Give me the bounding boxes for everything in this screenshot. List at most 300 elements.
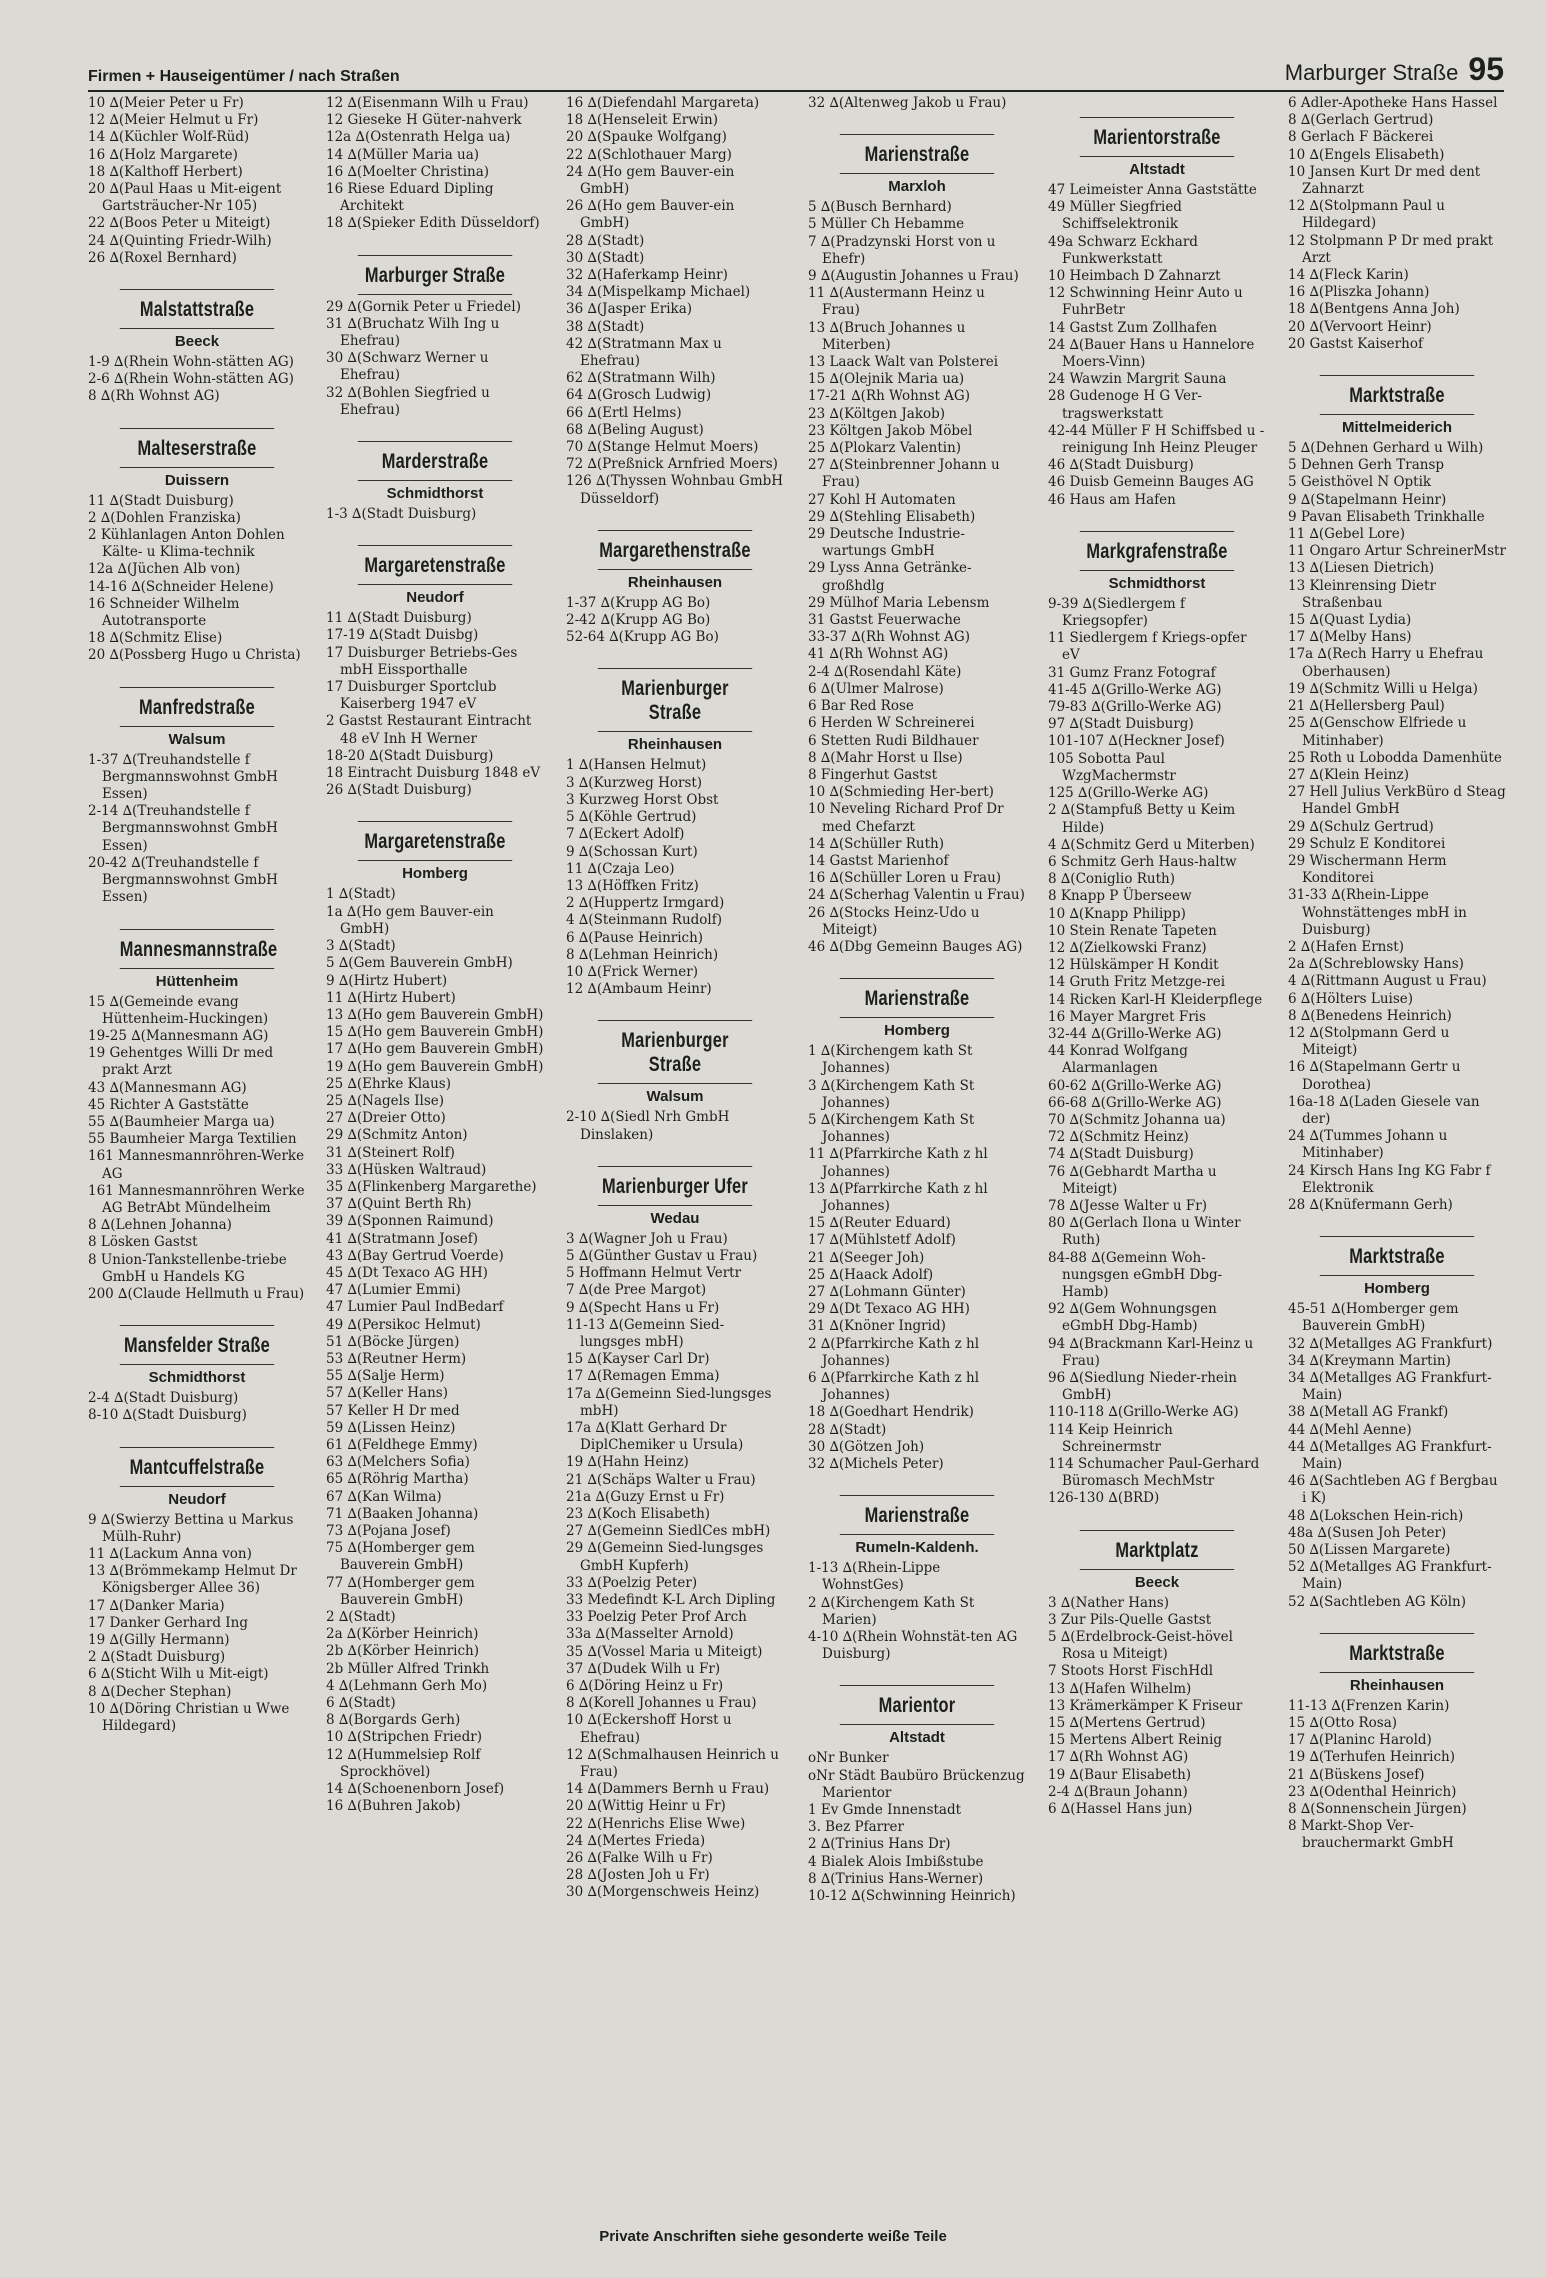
address-entry: 12a ∆(Jüchen Alb von) xyxy=(88,561,241,578)
running-head-street: Marburger Straße xyxy=(1284,60,1459,85)
address-entry: 76 ∆(Gebhardt Martha u Miteigt) xyxy=(1048,1163,1217,1197)
address-entry: 32 ∆(Altenweg Jakob u Frau) xyxy=(808,95,1007,111)
address-entry: 11 ∆(Pfarrkirche Kath z hl Johannes) xyxy=(808,1146,988,1180)
street-heading: Marientor xyxy=(840,1685,994,1725)
district-heading: Walsum xyxy=(168,730,226,748)
district-heading: Altstadt xyxy=(889,1729,945,1747)
district-heading: Schmidthorst xyxy=(1108,574,1206,592)
address-entry: 52-64 ∆(Krupp AG Bo) xyxy=(566,629,719,646)
address-entry: 66 ∆(Ertl Helms) xyxy=(566,404,682,421)
address-entry: 19 ∆(Terhufen Heinrich) xyxy=(1288,1749,1455,1766)
street-heading: Marktstraße xyxy=(1320,1633,1474,1673)
address-entry: 34 ∆(Mispelkamp Michael) xyxy=(566,284,751,301)
address-entry: 18 ∆(Goedhart Hendrik) xyxy=(808,1404,974,1421)
address-entry: 12 ∆(Stolpmann Gerd u Miteigt) xyxy=(1288,1024,1450,1059)
street-heading: Malteserstraße xyxy=(120,428,274,468)
address-entry: 1a ∆(Ho gem Bauver-ein GmbH) xyxy=(326,903,494,937)
address-entry: 126-130 ∆(BRD) xyxy=(1048,1490,1160,1507)
address-entry: 9 ∆(Schossan Kurt) xyxy=(566,843,698,860)
address-entry: 17-21 ∆(Rh Wohnst AG) xyxy=(808,388,970,405)
street-heading: Marienburger Straße xyxy=(598,668,752,732)
running-head xyxy=(1285,51,1504,88)
address-entry: 46 ∆(Sachtleben AG f Bergbau i K) xyxy=(1288,1473,1498,1507)
address-entry: 11 ∆(Hirtz Hubert) xyxy=(326,989,456,1006)
address-entry: 60-62 ∆(Grillo-Werke AG) xyxy=(1048,1077,1222,1094)
address-entry: 20 ∆(Possberg Hugo u Christa) xyxy=(88,647,301,664)
address-entry: 25 ∆(Ehrke Klaus) xyxy=(326,1075,451,1092)
street-heading: Marientorstraße xyxy=(1080,117,1234,157)
address-entry: 42 ∆(Stratmann Max u Ehefrau) xyxy=(566,335,722,370)
address-entry: 57 Keller H Dr med xyxy=(326,1402,460,1419)
address-entry: 47 Lumier Paul IndBedarf xyxy=(326,1299,504,1316)
address-entry: 46 ∆(Stadt Duisburg) xyxy=(1048,457,1194,474)
address-entry: 55 ∆(Baumheier Marga ua) xyxy=(88,1113,275,1130)
address-entry: 1 Ev Gmde Innenstadt xyxy=(808,1802,962,1819)
address-entry: 38 ∆(Metall AG Frankf) xyxy=(1288,1404,1449,1421)
address-entry: oNr Städt Baubüro Brückenzug Marientor xyxy=(808,1767,1025,1801)
address-entry: 41 ∆(Stratmann Josef) xyxy=(326,1230,479,1247)
address-entry: 29 ∆(Stehling Elisabeth) xyxy=(808,508,976,525)
street-heading: Marienstraße xyxy=(840,1495,994,1535)
address-entry: 11 ∆(Austermann Heinz u Frau) xyxy=(808,285,985,319)
district-heading: Marxloh xyxy=(888,178,946,196)
address-entry: 55 ∆(Salje Herm) xyxy=(326,1368,445,1385)
address-entry: 46 Duisb Gemeinn Bauges AG xyxy=(1048,474,1254,491)
address-entry: 68 ∆(Beling August) xyxy=(566,421,704,438)
address-entry: 55 Baumheier Marga Textilien xyxy=(88,1131,297,1148)
district-heading: Beeck xyxy=(1134,1573,1180,1591)
address-entry: 1-37 ∆(Treuhandstelle f Bergmannswohnst GmbH Essen) xyxy=(88,751,278,803)
address-entry: 19 ∆(Gilly Hermann) xyxy=(88,1631,230,1648)
address-entry: 52 ∆(Sachtleben AG Köln) xyxy=(1288,1593,1467,1610)
address-entry: 13 Laack Walt van Polsterei xyxy=(808,354,999,371)
address-entry: 24 ∆(Tummes Johann u Mitinhaber) xyxy=(1288,1128,1448,1162)
district-heading: Beeck xyxy=(174,333,220,351)
address-entry: 84-88 ∆(Gemeinn Woh-nungsgen eGmbH Dbg-Hamb) xyxy=(1048,1249,1223,1300)
address-entry: 20 ∆(Spauke Wolfgang) xyxy=(566,129,727,146)
address-entry: 11 ∆(Stadt Duisburg) xyxy=(88,492,234,509)
address-entry: 11-13 ∆(Frenzen Karin) xyxy=(1288,1697,1450,1714)
address-entry: 20 ∆(Vervoort Heinr) xyxy=(1288,318,1432,335)
address-entry: 1 ∆(Hansen Helmut) xyxy=(566,757,707,774)
address-entry: 70 ∆(Stange Helmut Moers) xyxy=(566,439,759,456)
address-entry: 29 ∆(Schulz Gertrud) xyxy=(1288,818,1434,835)
address-entry: 66-68 ∆(Grillo-Werke AG) xyxy=(1048,1094,1222,1111)
address-entry: 3 ∆(Wagner Joh u Frau) xyxy=(566,1230,728,1247)
address-entry: 11 ∆(Czaja Leo) xyxy=(566,860,675,877)
address-entry: 46 ∆(Dbg Gemeinn Bauges AG) xyxy=(808,938,1023,955)
address-entry: 2-42 ∆(Krupp AG Bo) xyxy=(566,612,711,629)
address-entry: 80 ∆(Gerlach Ilona u Winter Ruth) xyxy=(1048,1215,1241,1249)
address-entry: 15 ∆(Reuter Eduard) xyxy=(808,1215,951,1232)
address-entry: 31-33 ∆(Rhein-Lippe Wohnstättenges mbH in Duisburg) xyxy=(1288,887,1467,938)
address-entry: 27 ∆(Gemeinn SiedlCes mbH) xyxy=(566,1523,771,1540)
address-entry: 30 ∆(Götzen Joh) xyxy=(808,1438,925,1455)
district-heading: Schmidthorst xyxy=(148,1369,246,1387)
address-entry: 6 ∆(Pfarrkirche Kath z hl Johannes) xyxy=(808,1370,980,1404)
page-header xyxy=(88,50,1504,92)
address-entry: 23 Költgen Jakob Möbel xyxy=(808,422,973,439)
address-entry: 10 ∆(Stripchen Friedr) xyxy=(326,1729,482,1746)
address-entry: 29 Wischermann Herm Konditorei xyxy=(1288,852,1447,887)
directory-column-4 xyxy=(808,95,1026,1905)
address-entry: 27 Hell Julius VerkBüro d Steag Handel GmbH xyxy=(1288,784,1506,818)
address-entry: 24 ∆(Bauer Hans u Hannelore Moers-Vinn) xyxy=(1048,336,1255,371)
address-entry: 6 Bar Red Rose xyxy=(808,698,914,715)
address-entry: 24 Kirsch Hans Ing KG Fabr f Elektronik xyxy=(1288,1162,1491,1196)
address-entry: 35 ∆(Vossel Maria u Miteigt) xyxy=(566,1643,763,1660)
address-entry: 21 ∆(Schäps Walter u Frau) xyxy=(566,1471,756,1488)
address-entry: 17 ∆(Mühlstetf Adolf) xyxy=(808,1232,956,1249)
street-heading: Margaretenstraße xyxy=(358,545,512,585)
address-entry: 1-13 ∆(Rhein-Lippe WohnstGes) xyxy=(808,1560,941,1594)
address-entry: 28 ∆(Knüfermann Gerh) xyxy=(1288,1196,1453,1213)
address-entry: 18 ∆(Henseleit Erwin) xyxy=(566,112,719,129)
address-entry: 9 ∆(Hirtz Hubert) xyxy=(326,972,448,989)
address-entry: 30 ∆(Schwarz Werner u Ehefrau) xyxy=(326,350,489,384)
address-entry: 13 ∆(Bruch Johannes u Miterben) xyxy=(808,319,966,353)
address-entry: 8 ∆(Gerlach Gertrud) xyxy=(1288,112,1434,129)
address-entry: 31 Gastst Feuerwache xyxy=(808,612,961,629)
address-entry: 49a Schwarz Eckhard Funkwerkstatt xyxy=(1048,233,1198,267)
address-entry: 12 ∆(Schmalhausen Heinrich u Frau) xyxy=(566,1746,779,1781)
address-entry: 44 Konrad Wolfgang Alarmanlagen xyxy=(1048,1043,1188,1077)
address-entry: 8 ∆(Sonnenschein Jürgen) xyxy=(1288,1801,1467,1818)
address-entry: 10-12 ∆(Schwinning Heinrich) xyxy=(808,1888,1016,1905)
street-heading: Manfredstraße xyxy=(120,687,274,727)
address-entry: 45 Richter A Gaststätte xyxy=(88,1096,249,1113)
address-entry: oNr Bunker xyxy=(808,1750,889,1767)
address-entry: 30 ∆(Stadt) xyxy=(566,249,645,266)
address-entry: 11 Siedlergem f Kriegs-opfer eV xyxy=(1048,630,1247,664)
address-entry: 101-107 ∆(Heckner Josef) xyxy=(1048,733,1225,750)
street-heading: Marktplatz xyxy=(1080,1530,1234,1570)
address-entry: 73 ∆(Pojana Josef) xyxy=(326,1523,451,1539)
address-entry: 11 Ongaro Artur SchreinerMstr xyxy=(1288,543,1506,560)
address-entry: 25 ∆(Haack Adolf) xyxy=(808,1266,934,1283)
address-entry: 46 Haus am Hafen xyxy=(1048,491,1176,508)
address-entry: 17a ∆(Gemeinn Sied-lungsges mbH) xyxy=(566,1385,772,1419)
address-entry: 1 ∆(Stadt) xyxy=(326,886,396,903)
address-entry: 110-118 ∆(Grillo-Werke AG) xyxy=(1048,1404,1239,1421)
address-entry: 52 ∆(Metallges AG Frankfurt-Main) xyxy=(1288,1559,1492,1593)
address-entry: 11-13 ∆(Gemeinn Sied-lungsges mbH) xyxy=(566,1316,725,1350)
address-entry: 7 Stoots Horst FischHdl xyxy=(1048,1663,1214,1680)
address-entry: 8 ∆(Rh Wohnst AG) xyxy=(88,388,220,405)
address-entry: 7 ∆(Pradzynski Horst von u Ehefr) xyxy=(808,233,996,267)
address-entry: 6 Herden W Schreinerei xyxy=(808,715,975,732)
address-entry: 75 ∆(Homberger gem Bauverein GmbH) xyxy=(326,1540,475,1574)
address-entry: 9-39 ∆(Siedlergem f Kriegsopfer) xyxy=(1048,595,1185,630)
address-entry: 27 ∆(Dreier Otto) xyxy=(326,1110,446,1127)
address-entry: 105 Sobotta Paul WzgMachermstr xyxy=(1048,750,1176,784)
address-entry: 27 ∆(Lohmann Günter) xyxy=(808,1283,966,1300)
street-heading: Margaretenstraße xyxy=(358,821,512,861)
address-entry: 3. Bez Pfarrer xyxy=(808,1819,904,1836)
address-entry: 16 ∆(Holz Margarete) xyxy=(88,146,238,163)
address-entry: 31 ∆(Steinert Rolf) xyxy=(326,1144,455,1161)
address-entry: 5 ∆(Kirchengem Kath St Johannes) xyxy=(808,1111,975,1146)
address-entry: 10 ∆(Döring Christian u Wwe Hildegard) xyxy=(88,1700,290,1734)
section-title: Firmen + Hauseigentümer / nach Straßen xyxy=(88,68,400,85)
address-entry: 8 ∆(Korell Johannes u Frau) xyxy=(566,1695,757,1712)
district-heading: Hüttenheim xyxy=(155,972,239,990)
address-entry: 10 ∆(Engels Elisabeth) xyxy=(1288,146,1445,163)
address-entry: 114 Schumacher Paul-Gerhard Büromasch MechMstr xyxy=(1048,1456,1260,1490)
street-heading: Marienburger Ufer xyxy=(598,1166,752,1206)
address-entry: 27 ∆(Steinbrenner Johann u Frau) xyxy=(808,457,1000,491)
address-entry: 8 Lösken Gastst xyxy=(88,1234,198,1251)
address-entry: 5 ∆(Erdelbrock-Geist-hövel Rosa u Miteigt) xyxy=(1048,1629,1233,1663)
address-entry: 12 Schwinning Heinr Auto u FuhrBetr xyxy=(1048,285,1243,319)
address-entry: 17 Duisburger Sportclub Kaiserberg 1947 eV xyxy=(326,679,497,713)
address-entry: 15 ∆(Ho gem Bauverein GmbH) xyxy=(326,1024,544,1041)
address-entry: 11 ∆(Lackum Anna von) xyxy=(88,1545,252,1562)
address-entry: 1-37 ∆(Krupp AG Bo) xyxy=(566,594,711,611)
address-entry: 21 ∆(Seeger Joh) xyxy=(808,1249,925,1266)
address-entry: 6 ∆(Hassel Hans jun) xyxy=(1048,1801,1193,1818)
address-entry: 114 Keip Heinrich Schreinermstr xyxy=(1048,1421,1173,1455)
address-entry: 22 ∆(Henrichs Elise Wwe) xyxy=(566,1815,746,1832)
district-heading: Duissern xyxy=(164,471,230,489)
address-entry: 13 ∆(Ho gem Bauverein GmbH) xyxy=(326,1006,544,1023)
address-entry: 5 ∆(Köhle Gertrud) xyxy=(566,809,697,826)
address-entry: 200 ∆(Claude Hellmuth u Frau) xyxy=(88,1285,305,1302)
address-entry: 15 ∆(Quast Lydia) xyxy=(1288,612,1412,629)
address-entry: 3 Zur Pils-Quelle Gastst xyxy=(1048,1611,1212,1628)
street-heading: Mansfelder Straße xyxy=(120,1325,274,1365)
address-entry: 2 ∆(Pfarrkirche Kath z hl Johannes) xyxy=(808,1335,980,1369)
address-entry: 11 ∆(Stadt Duisburg) xyxy=(326,610,472,627)
address-entry: 12 Hülskämper H Kondit xyxy=(1048,957,1219,974)
address-entry: 16a-18 ∆(Laden Giesele van der) xyxy=(1288,1093,1480,1127)
address-entry: 2 Gastst Restaurant Eintracht 48 eV Inh H Werner xyxy=(326,713,532,747)
address-entry: 16 ∆(Pliszka Johann) xyxy=(1288,284,1430,301)
address-entry: 51 ∆(Böcke Jürgen) xyxy=(326,1333,460,1350)
address-entry: 18 ∆(Kalthoff Herbert) xyxy=(88,163,243,180)
address-entry: 47 ∆(Lumier Emmi) xyxy=(326,1282,461,1299)
address-entry: 27 ∆(Klein Heinz) xyxy=(1288,766,1410,783)
address-entry: 15 ∆(Mertens Gertrud) xyxy=(1048,1715,1206,1732)
address-entry: 94 ∆(Brackmann Karl-Heinz u Frau) xyxy=(1048,1335,1254,1369)
address-entry: 4 Bialek Alois Imbißstube xyxy=(808,1853,984,1870)
address-entry: 36 ∆(Jasper Erika) xyxy=(566,301,693,318)
address-entry: 6 Stetten Rudi Bildhauer xyxy=(808,732,979,749)
address-entry: 33 Poelzig Peter Prof Arch xyxy=(566,1609,747,1626)
address-entry: 20 ∆(Paul Haas u Mit-eigent Gartsträucher-Nr 105) xyxy=(88,181,282,215)
address-entry: 24 ∆(Quinting Friedr-Wilh) xyxy=(88,232,272,249)
directory-column-6 xyxy=(1288,95,1506,1853)
address-entry: 35 ∆(Flinkenberg Margarethe) xyxy=(326,1178,537,1195)
district-heading: Rheinhausen xyxy=(1349,1676,1445,1694)
address-entry: 29 Mülhof Maria Lebensm xyxy=(808,594,990,611)
address-entry: 13 ∆(Pfarrkirche Kath z hl Johannes) xyxy=(808,1180,988,1214)
address-entry: 6 Adler-Apotheke Hans Hassel xyxy=(1288,95,1498,111)
district-heading: Altstadt xyxy=(1129,161,1185,178)
address-entry: 28 ∆(Josten Joh u Fr) xyxy=(566,1867,710,1884)
address-entry: 29 Deutsche Industrie-wartungs GmbH xyxy=(808,526,965,560)
street-heading: Marburger Straße xyxy=(358,255,512,295)
address-entry: 2 ∆(Hafen Ernst) xyxy=(1288,938,1404,955)
address-entry: 74 ∆(Stadt Duisburg) xyxy=(1048,1146,1194,1163)
street-heading: Marktstraße xyxy=(1320,375,1474,415)
address-entry: 14 ∆(Fleck Karin) xyxy=(1288,267,1409,284)
address-entry: 42-44 Müller F H Schiffsbed u -reinigung Inh Heinz Pleuger xyxy=(1048,422,1265,457)
address-entry: 72 ∆(Schmitz Heinz) xyxy=(1048,1129,1189,1146)
address-entry: 5 Dehnen Gerh Transp xyxy=(1288,457,1445,474)
page-number: 95 xyxy=(1468,51,1504,87)
address-entry: 32 ∆(Haferkamp Heinr) xyxy=(566,267,728,284)
address-entry: 6 ∆(Pause Heinrich) xyxy=(566,929,704,946)
address-entry: 70 ∆(Schmitz Johanna ua) xyxy=(1048,1111,1226,1128)
address-entry: 5 ∆(Busch Bernhard) xyxy=(808,199,952,216)
district-heading: Rumeln-Kaldenh. xyxy=(855,1539,979,1557)
address-entry: 10 ∆(Meier Peter u Fr) xyxy=(88,95,244,111)
address-entry: 17 Duisburger Betriebs-Ges mbH Eissporthalle xyxy=(326,644,518,678)
address-entry: 50 ∆(Lissen Margarete) xyxy=(1288,1542,1451,1559)
address-entry: 7 ∆(de Pree Margot) xyxy=(566,1282,707,1299)
address-entry: 10 ∆(Knapp Philipp) xyxy=(1048,905,1186,922)
address-entry: 14 Gruth Fritz Metzge-rei xyxy=(1048,974,1226,991)
address-entry: 2 ∆(Huppertz Irmgard) xyxy=(566,895,725,912)
address-entry: 32 ∆(Michels Peter) xyxy=(808,1456,944,1473)
address-entry: 37 ∆(Dudek Wilh u Fr) xyxy=(566,1660,721,1677)
address-entry: 31 ∆(Bruchatz Wilh Ing u Ehefrau) xyxy=(326,315,500,350)
address-entry: 20 ∆(Wittig Heinr u Fr) xyxy=(566,1798,726,1815)
address-entry: 12 ∆(Stolpmann Paul u Hildegard) xyxy=(1288,198,1445,232)
district-heading: Rheinhausen xyxy=(627,736,723,754)
street-heading: Marienstraße xyxy=(840,134,994,174)
address-entry: 19 ∆(Baur Elisabeth) xyxy=(1048,1766,1192,1783)
address-entry: 16 ∆(Diefendahl Margareta) xyxy=(566,95,760,111)
address-entry: 4-10 ∆(Rhein Wohnstät-ten AG Duisburg) xyxy=(808,1629,1018,1663)
address-entry: 44 ∆(Metallges AG Frankfurt-Main) xyxy=(1288,1438,1492,1473)
address-entry: 14 ∆(Müller Maria ua) xyxy=(326,146,480,163)
district-heading: Neudorf xyxy=(168,1490,226,1508)
address-entry: 16 ∆(Stapelmann Gertr u Dorothea) xyxy=(1288,1059,1461,1093)
address-entry: 8 ∆(Lehnen Johanna) xyxy=(88,1217,232,1234)
address-entry: 17a ∆(Rech Harry u Ehefrau Oberhausen) xyxy=(1288,646,1484,680)
address-entry: 72 ∆(Preßnick Arnfried Moers) xyxy=(566,456,778,473)
address-entry: 29 ∆(Schmitz Anton) xyxy=(326,1127,468,1144)
address-entry: 1 ∆(Kirchengem kath St Johannes) xyxy=(808,1043,973,1077)
address-entry: 14 ∆(Schüller Ruth) xyxy=(808,835,944,852)
address-entry: 3 ∆(Kurzweg Horst) xyxy=(566,774,703,791)
address-entry: 2-10 ∆(Siedl Nrh GmbH Dinslaken) xyxy=(566,1109,730,1143)
address-entry: 13 ∆(Brömmekamp Helmut Dr Königsberger Allee 36) xyxy=(88,1563,297,1597)
address-entry: 62 ∆(Stratmann Wilh) xyxy=(566,370,716,387)
address-entry: 10 ∆(Frick Werner) xyxy=(566,963,698,980)
address-entry: 8 ∆(Borgards Gerh) xyxy=(326,1712,461,1729)
address-entry: 12 ∆(Hummelsiep Rolf Sprockhövel) xyxy=(326,1746,481,1780)
address-entry: 8 ∆(Lehman Heinrich) xyxy=(566,946,719,963)
address-entry: 53 ∆(Reutner Herm) xyxy=(326,1350,467,1367)
address-entry: 77 ∆(Homberger gem Bauverein GmbH) xyxy=(326,1574,475,1608)
address-entry: 65 ∆(Röhrig Martha) xyxy=(326,1471,469,1488)
address-entry: 14-16 ∆(Schneider Helene) xyxy=(88,578,274,595)
address-entry: 24 Wawzin Margrit Sauna xyxy=(1048,371,1227,388)
address-entry: 30 ∆(Morgenschweis Heinz) xyxy=(566,1884,760,1901)
address-entry: 24 ∆(Ho gem Bauver-ein GmbH) xyxy=(566,163,735,198)
address-entry: 10 ∆(Schmieding Her-bert) xyxy=(808,784,994,801)
address-entry: 7 ∆(Eckert Adolf) xyxy=(566,826,685,843)
address-entry: 15 Mertens Albert Reinig xyxy=(1048,1732,1223,1749)
street-heading: Malstattstraße xyxy=(120,289,274,329)
address-entry: 15 ∆(Kayser Carl Dr) xyxy=(566,1351,710,1368)
address-entry: 10 ∆(Eckershoff Horst u Ehefrau) xyxy=(566,1712,732,1746)
directory-column-3 xyxy=(566,95,784,1902)
address-entry: 26 ∆(Stocks Heinz-Udo u Miteigt) xyxy=(808,904,980,938)
address-entry: 64 ∆(Grosch Ludwig) xyxy=(566,387,712,404)
address-entry: 2-4 ∆(Braun Johann) xyxy=(1048,1783,1188,1800)
address-entry: 19 ∆(Ho gem Bauverein GmbH) xyxy=(326,1058,544,1075)
address-entry: 8 ∆(Mahr Horst u Ilse) xyxy=(808,749,963,766)
address-entry: 14 Gastst Zum Zollhafen xyxy=(1048,319,1218,336)
address-entry: 2a ∆(Körber Heinrich) xyxy=(326,1626,479,1643)
address-entry: 3 Kurzweg Horst Obst xyxy=(566,791,719,808)
address-entry: 5 ∆(Gem Bauverein GmbH) xyxy=(326,955,513,972)
address-entry: 5 Hoffmann Helmut Vertr xyxy=(566,1265,742,1282)
address-entry: 2b Müller Alfred Trinkh xyxy=(326,1660,490,1677)
address-entry: 78 ∆(Jesse Walter u Fr) xyxy=(1048,1197,1208,1214)
address-entry: 21a ∆(Guzy Ernst u Fr) xyxy=(566,1488,725,1505)
address-entry: 18 Eintracht Duisburg 1848 eV xyxy=(326,765,541,782)
address-entry: 1-9 ∆(Rhein Wohn-stätten AG) xyxy=(88,354,294,371)
district-heading: Schmidthorst xyxy=(386,485,484,503)
address-entry: 3 ∆(Kirchengem Kath St Johannes) xyxy=(808,1077,975,1111)
address-entry: 18-20 ∆(Stadt Duisburg) xyxy=(326,747,494,764)
address-entry: 9 ∆(Stapelmann Heinr) xyxy=(1288,491,1447,508)
address-entry: 20 Gastst Kaiserhof xyxy=(1288,335,1423,352)
address-entry: 17 Danker Gerhard Ing xyxy=(88,1614,248,1631)
directory-column-2 xyxy=(326,95,544,1815)
address-entry: 26 ∆(Ho gem Bauver-ein GmbH) xyxy=(566,198,735,232)
address-entry: 8 Gerlach F Bäckerei xyxy=(1288,129,1434,146)
address-entry: 47 Leimeister Anna Gaststätte xyxy=(1048,182,1257,198)
address-entry: 2-14 ∆(Treuhandstelle f Bergmannswohnst GmbH Essen) xyxy=(88,803,278,854)
address-entry: 22 ∆(Boos Peter u Miteigt) xyxy=(88,215,271,232)
address-entry: 12 Stolpmann P Dr med prakt Arzt xyxy=(1288,232,1494,266)
address-entry: 8 Fingerhut Gastst xyxy=(808,766,937,783)
district-heading: Walsum xyxy=(646,1088,704,1106)
address-entry: 19-25 ∆(Mannesmann AG) xyxy=(88,1027,269,1044)
address-entry: 44 ∆(Mehl Aenne) xyxy=(1288,1421,1412,1438)
address-entry: 32-44 ∆(Grillo-Werke AG) xyxy=(1048,1025,1222,1042)
address-entry: 31 ∆(Knöner Ingrid) xyxy=(808,1318,946,1335)
address-entry: 10 Neveling Richard Prof Dr med Chefarzt xyxy=(808,801,1004,835)
address-entry: 8 ∆(Benedens Heinrich) xyxy=(1288,1007,1452,1024)
address-entry: 79-83 ∆(Grillo-Werke AG) xyxy=(1048,699,1222,716)
address-entry: 4 ∆(Schmitz Gerd u Miterben) xyxy=(1048,836,1255,853)
address-entry: 9 ∆(Augustin Johannes u Frau) xyxy=(808,268,1019,285)
address-entry: 17 ∆(Ho gem Bauverein GmbH) xyxy=(326,1041,544,1058)
address-entry: 17 ∆(Remagen Emma) xyxy=(566,1368,720,1385)
address-entry: 26 ∆(Stadt Duisburg) xyxy=(326,782,472,799)
address-entry: 27 Kohl H Automaten xyxy=(808,491,956,508)
address-entry: 25 Roth u Lobodda Damenhüte xyxy=(1288,749,1502,766)
address-entry: 13 ∆(Höffken Fritz) xyxy=(566,877,699,894)
address-entry: 2-4 ∆(Rosendahl Käte) xyxy=(808,663,962,680)
address-entry: 24 ∆(Scherhag Valentin u Frau) xyxy=(808,887,1025,904)
address-entry: 15 ∆(Otto Rosa) xyxy=(1288,1715,1398,1732)
address-entry: 59 ∆(Lissen Heinz) xyxy=(326,1419,456,1436)
address-entry: 25 ∆(Plokarz Valentin) xyxy=(808,440,962,457)
address-entry: 8 Knapp P Überseew xyxy=(1048,888,1192,905)
address-entry: 21 ∆(Hellersberg Paul) xyxy=(1288,698,1445,715)
street-heading: Margarethenstraße xyxy=(598,530,752,570)
address-entry: 49 Müller Siegfried Schiffselektronik xyxy=(1048,199,1182,233)
address-entry: 3 ∆(Stadt) xyxy=(326,938,396,955)
